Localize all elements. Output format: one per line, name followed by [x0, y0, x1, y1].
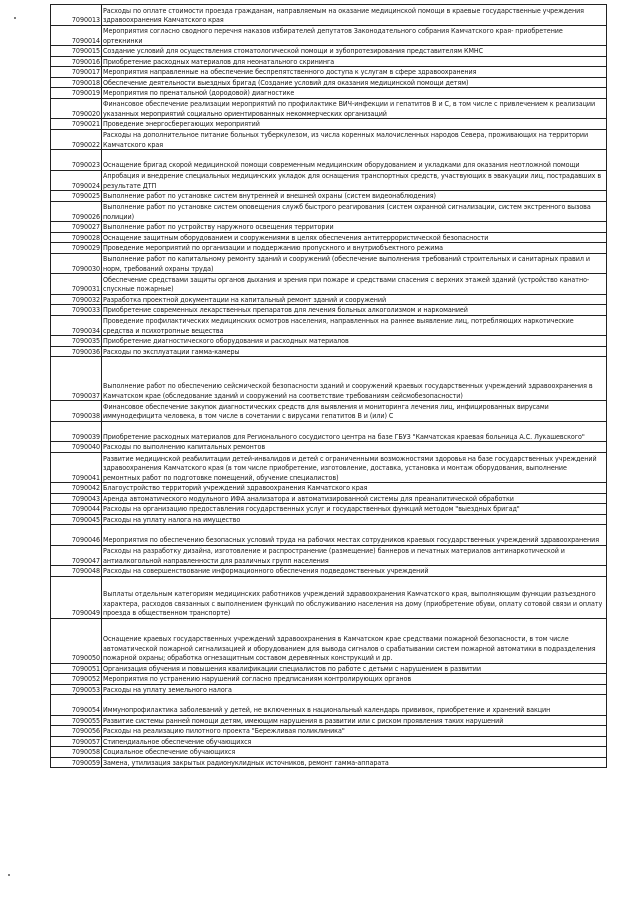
row-description: Расходы на уплату земельного налога	[102, 684, 607, 695]
row-description: Развитие медицинской реабилитации детей-инвалидов и детей с ограниченными возможностями здоровья на базе государственных учреждений здравоохранения Камчатского края (в том числе приобретение, изготовление, доставка, установка и монтаж оборудования, выполнение ремонтных работ по подготовке помещений, обучение специалистов)	[102, 452, 607, 483]
table-row	[51, 684, 607, 695]
row-code: 7090031	[51, 274, 102, 295]
table-row	[51, 514, 607, 525]
row-description: Расходы по эксплуатации гамма-камеры	[102, 346, 607, 357]
row-code: 7090059	[51, 757, 102, 768]
table-row	[51, 504, 607, 515]
row-description: Приобретение диагностического оборудования и расходных материалов	[102, 336, 607, 347]
table-row	[51, 576, 607, 618]
row-code: 7090057	[51, 736, 102, 747]
row-code: 7090032	[51, 294, 102, 305]
row-description: Расходы на совершенствование информационного обеспечения подведомственных учреждений	[102, 566, 607, 577]
row-description: Мероприятия по пренатальной (дородовой) диагностике	[102, 88, 607, 99]
table-row	[51, 545, 607, 566]
row-code: 7090014	[51, 25, 102, 46]
table-row	[51, 25, 607, 46]
table-row	[51, 150, 607, 171]
table-row	[51, 119, 607, 130]
row-description: Мероприятия согласно сводного перечня наказов избирателей депутатов Законодательного собрания Камчатского края- приобретение ортекнинки	[102, 25, 607, 46]
row-description: Аренда автоматического модульного ИФА анализатора и автоматизированной системы для преаналитической обработки	[102, 493, 607, 504]
table-row	[51, 46, 607, 57]
row-code: 7090028	[51, 232, 102, 243]
row-code: 7090050	[51, 618, 102, 663]
row-code: 7090047	[51, 545, 102, 566]
row-code: 7090033	[51, 305, 102, 316]
row-code: 7090036	[51, 346, 102, 357]
row-description: Финансовое обеспечение реализации мероприятий по профилактике ВИЧ-инфекции и гепатитов В и С, в том числе с привлечением к реализации указанных мероприятий социально ориентированных некоммерческих организаций	[102, 98, 607, 119]
table-row	[51, 357, 607, 401]
row-code: 7090038	[51, 401, 102, 422]
row-code: 7090043	[51, 493, 102, 504]
table-row	[51, 56, 607, 67]
row-code: 7090044	[51, 504, 102, 515]
row-description: Расходы на организацию предоставления государственных услуг и государственных функций методом "выездных бригад"	[102, 504, 607, 515]
table-row	[51, 452, 607, 483]
row-code: 7090037	[51, 357, 102, 401]
row-code: 7090021	[51, 119, 102, 130]
row-code: 7090023	[51, 150, 102, 171]
row-description: Обеспечение деятельности выездных бригад (Создание условий для оказания медицинской помощи детям)	[102, 77, 607, 88]
row-description: Выплаты отдельным категориям медицинских работников учреждений здравоохранения Камчатского края, выполняющим функции разъездного характера, расходов связанных с выполнением функций по обслуживанию населения на дому (приобретение обуви, оплату сотовой связи и оплату проезда в общественном транспорте)	[102, 576, 607, 618]
table-row	[51, 170, 607, 191]
row-code: 7090022	[51, 129, 102, 150]
table-row	[51, 191, 607, 202]
row-description: Выполнение работ по устройству наружного освещения территории	[102, 222, 607, 233]
table-row	[51, 663, 607, 674]
table-row	[51, 129, 607, 150]
table-row	[51, 274, 607, 295]
table-row	[51, 483, 607, 494]
row-description: Обеспечение средствами защиты органов дыхания и зрения при пожаре и средствами спасения с верхних этажей зданий (устройство канатно-спускные пожарные)	[102, 274, 607, 295]
row-description: Расходы на разработку дизайна, изготовление и распространение (размещение) баннеров и печатных материалов антинаркотической и антиалкогольной направленности для различных групп населения	[102, 545, 607, 566]
budget-code-table	[50, 4, 607, 768]
row-description: Приобретение современных лекарственных препаратов для лечения больных алкоголизмом и наркоманией	[102, 305, 607, 316]
row-code: 7090056	[51, 726, 102, 737]
table-row	[51, 77, 607, 88]
row-description: Разработка проектной документации на капитальный ремонт зданий и сооружений	[102, 294, 607, 305]
table-row	[51, 201, 607, 222]
row-description: Приобретение расходных материалов для Регионального сосудистого центра на базе ГБУЗ "Камчатская краевая больница А.С. Лукашевского"	[102, 421, 607, 442]
table-row	[51, 5, 607, 26]
row-description: Выполнение работ по обеспечению сейсмической безопасности зданий и сооружений краевых государственных учреждений здравоохранения в Камчатском крае (обследование зданий и сооружений на соответствие требованиям сейсмобезопасности)	[102, 357, 607, 401]
row-description: Оснащение краевых государственных учреждений здравоохранения в Камчатском крае средствами пожарной безопасности, в том числе автоматической пожарной сигнализацией и оборудованием для вывода сигналов о срабатывании систем пожарной автоматики в подразделения пожарной охраны; обработка огнезащитным составом деревянных конструкций и др.	[102, 618, 607, 663]
row-code: 7090016	[51, 56, 102, 67]
row-code: 7090041	[51, 452, 102, 483]
table-row	[51, 67, 607, 78]
row-code: 7090048	[51, 566, 102, 577]
row-code: 7090051	[51, 663, 102, 674]
table-row	[51, 88, 607, 99]
row-description: Выполнение работ по установке систем оповещения служб быстрого реагирования (систем охранной сигнализации, систем экстренного вызова полиции)	[102, 201, 607, 222]
row-description: Иммунопрофилактика заболеваний у детей, не включенных в национальный календарь прививок, приобретение и хранений вакцин	[102, 695, 607, 716]
table-row	[51, 566, 607, 577]
row-code: 7090049	[51, 576, 102, 618]
row-description: Стипендиальное обеспечение обучающихся	[102, 736, 607, 747]
table-row	[51, 726, 607, 737]
table-row	[51, 421, 607, 442]
row-description: Развитие системы ранней помощи детям, имеющим нарушения в развитии или с риском проявления таких нарушений	[102, 715, 607, 726]
row-description: Выполнение работ по установке систем внутренней и внешней охраны (систем видеонаблюдения)	[102, 191, 607, 202]
row-code: 7090034	[51, 315, 102, 336]
row-description: Благоустройство территорий учреждений здравоохранения Камчатского края	[102, 483, 607, 494]
row-code: 7090035	[51, 336, 102, 347]
table-row	[51, 222, 607, 233]
row-description: Оснащение защитным оборудованием и сооружениями в целях обеспечения антитеррористической безопасности	[102, 232, 607, 243]
row-description: Расходы на уплату налога на имущество	[102, 514, 607, 525]
row-code: 7090025	[51, 191, 102, 202]
scan-speck	[14, 17, 16, 19]
row-description: Организация обучения и повышения квалификации специалистов по работе с детьми с нарушением в развитии	[102, 663, 607, 674]
row-code: 7090055	[51, 715, 102, 726]
row-description: Расходы на дополнительное питание больных туберкулезом, из числа коренных малочисленных народов Севера, проживающих на территории Камчатского края	[102, 129, 607, 150]
row-code: 7090024	[51, 170, 102, 191]
row-code: 7090045	[51, 514, 102, 525]
table-row	[51, 757, 607, 768]
row-code: 7090029	[51, 243, 102, 254]
row-code: 7090030	[51, 253, 102, 274]
table-row	[51, 336, 607, 347]
row-description: Расходы по выполнению капитальных ремонтов	[102, 442, 607, 453]
row-description: Расходы по оплате стоимости проезда гражданам, направляемым на оказание медицинской помощи в краевые государственные учреждения здравоохранения Камчатского края	[102, 5, 607, 26]
table-row	[51, 618, 607, 663]
row-code: 7090018	[51, 77, 102, 88]
row-description: Социальное обеспечение обучающихся	[102, 747, 607, 758]
row-code: 7090052	[51, 674, 102, 685]
row-description: Апробация и внедрение специальных медицинских укладок для оснащения транспортных средств, участвующих в эвакуации лиц, пострадавших в результате ДТП	[102, 170, 607, 191]
table-body	[51, 5, 607, 768]
row-code: 7090054	[51, 695, 102, 716]
table-row	[51, 232, 607, 243]
table-row	[51, 674, 607, 685]
table-row	[51, 253, 607, 274]
row-description: Мероприятия по устранению нарушений согласно предписаниям контролирующих органов	[102, 674, 607, 685]
table-row	[51, 346, 607, 357]
row-code: 7090053	[51, 684, 102, 695]
row-description: Приобретение расходных материалов для неонатального скрининга	[102, 56, 607, 67]
row-code: 7090039	[51, 421, 102, 442]
row-code: 7090042	[51, 483, 102, 494]
row-description: Выполнение работ по капитальному ремонту зданий и сооружений (обеспечение выполнения требований строительных и санитарных правил и норм, требований охраны труда)	[102, 253, 607, 274]
table-row	[51, 401, 607, 422]
table-row	[51, 747, 607, 758]
table-row	[51, 294, 607, 305]
table-row	[51, 98, 607, 119]
row-code: 7090027	[51, 222, 102, 233]
row-description: Мероприятия направленные на обеспечение беспрепятственного доступа к услугам в сфере здравоохранения	[102, 67, 607, 78]
row-code: 7090040	[51, 442, 102, 453]
row-code: 7090015	[51, 46, 102, 57]
row-code: 7090020	[51, 98, 102, 119]
table-row	[51, 525, 607, 546]
row-code: 7090026	[51, 201, 102, 222]
row-description: Мероприятия по обеспечению безопасных условий труда на рабочих местах сотрудников краевых государственных учреждений здравоохранения	[102, 525, 607, 546]
row-description: Проведение профилактических медицинских осмотров населения, направленных на раннее выявление лиц, потребляющих наркотические средства и психотропные вещества	[102, 315, 607, 336]
row-description: Замена, утилизация закрытых радионуклидных источников, ремонт гамма-аппарата	[102, 757, 607, 768]
row-code: 7090013	[51, 5, 102, 26]
scan-speck	[8, 874, 10, 876]
row-code: 7090019	[51, 88, 102, 99]
row-description: Создание условий для осуществления стоматологической помощи и зубопротезирования представителям КМНС	[102, 46, 607, 57]
row-code: 7090017	[51, 67, 102, 78]
table-row	[51, 715, 607, 726]
table-row	[51, 243, 607, 254]
table-row	[51, 695, 607, 716]
table-row	[51, 442, 607, 453]
table-row	[51, 493, 607, 504]
row-description: Финансовое обеспечение закупок диагностических средств для выявления и мониторинга лечения лиц, инфицированных вирусами иммунодефицита человека, в том числе в сочетании с вирусами гепатитов В и (или) С	[102, 401, 607, 422]
row-code: 7090046	[51, 525, 102, 546]
row-description: Оснащение бригад скорой медицинской помощи современным медицинским оборудованием и укладками для оказания неотложной помощи	[102, 150, 607, 171]
row-code: 7090058	[51, 747, 102, 758]
table-row	[51, 305, 607, 316]
table-row	[51, 315, 607, 336]
row-description: Проведение энергосберегающих мероприятий	[102, 119, 607, 130]
table-row	[51, 736, 607, 747]
row-description: Проведение мероприятий по организации и поддержанию пропускного и внутриобъектного режима	[102, 243, 607, 254]
row-description: Расходы на реализацию пилотного проекта "Бережливая поликлиника"	[102, 726, 607, 737]
